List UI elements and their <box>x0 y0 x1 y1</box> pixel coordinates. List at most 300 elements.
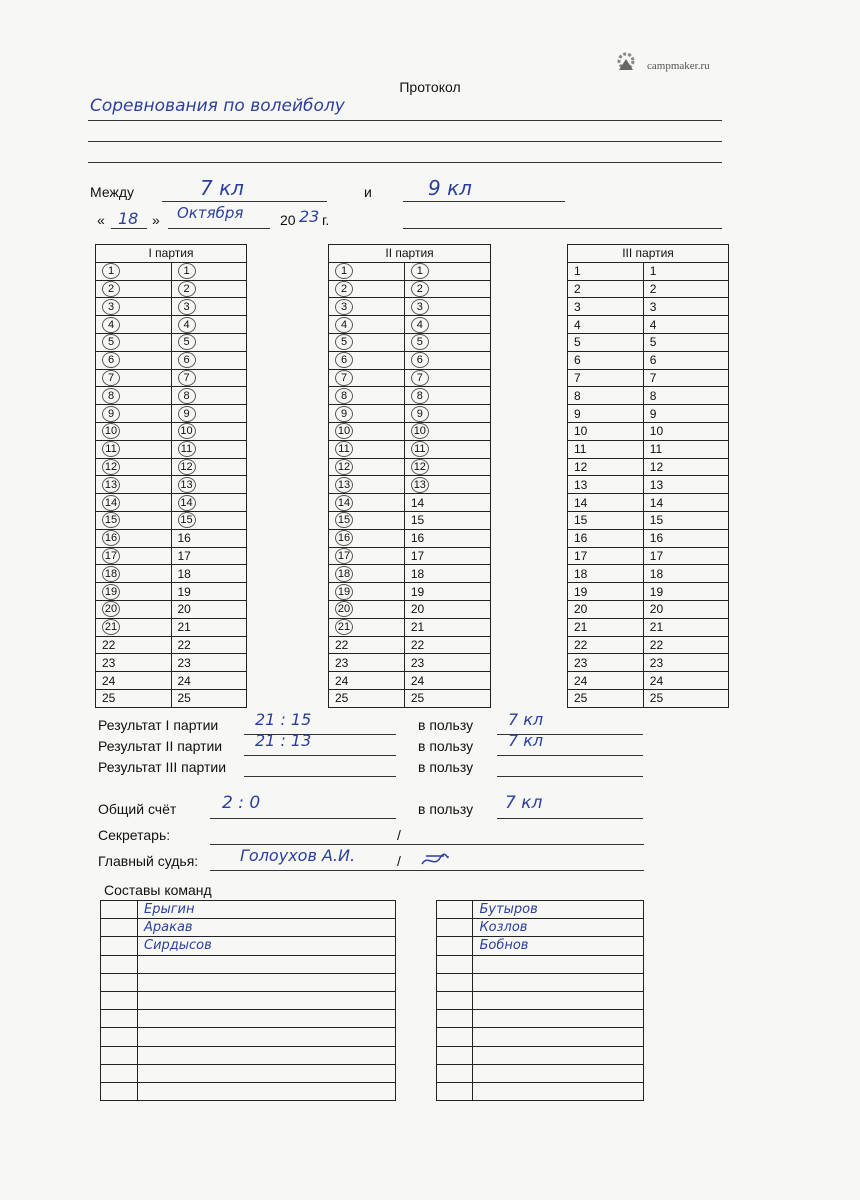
team-a-point[interactable] <box>96 440 172 458</box>
team-b-point[interactable] <box>404 547 490 565</box>
roster-number-cell[interactable] <box>437 1046 473 1064</box>
score-row <box>329 262 491 280</box>
team-a-point[interactable] <box>568 529 644 547</box>
score-row <box>568 351 729 369</box>
roster-number-cell[interactable] <box>437 1064 473 1082</box>
team-b-point[interactable] <box>171 672 247 690</box>
roster-number-cell[interactable] <box>101 919 138 937</box>
score-row <box>96 458 247 476</box>
team-b-name: 9 кл <box>428 176 472 200</box>
team-a-point[interactable] <box>568 636 644 654</box>
team-b-point[interactable] <box>404 565 490 583</box>
team-b-point[interactable] <box>404 511 490 529</box>
roster-player-name[interactable] <box>473 1082 644 1100</box>
point-value: 17 <box>574 548 588 563</box>
team-b-point[interactable] <box>171 636 247 654</box>
team-b-point[interactable] <box>171 351 247 369</box>
team-a-point[interactable] <box>568 262 644 280</box>
team-b-point[interactable] <box>171 565 247 583</box>
point-value: 19 <box>410 584 425 599</box>
team-a-point[interactable] <box>96 387 172 405</box>
score-row <box>96 600 247 618</box>
team-b-point[interactable] <box>171 529 247 547</box>
point-value: 8 <box>574 388 581 403</box>
team-b-point[interactable] <box>643 636 728 654</box>
roster-number-cell[interactable] <box>437 919 473 937</box>
team-b-point[interactable] <box>643 280 728 298</box>
point-value: 19 <box>574 584 588 599</box>
team-a-point[interactable] <box>329 369 405 387</box>
team-a-point[interactable] <box>568 600 644 618</box>
team-a-point[interactable] <box>329 565 405 583</box>
team-a-point[interactable] <box>329 654 405 672</box>
team-b-point[interactable] <box>404 280 490 298</box>
competition-line-3 <box>88 162 722 163</box>
score-row <box>568 405 729 423</box>
team-b-point[interactable] <box>404 458 490 476</box>
team-b-point[interactable] <box>171 654 247 672</box>
team-a-point[interactable] <box>96 600 172 618</box>
team-b-point[interactable] <box>171 618 247 636</box>
roster-row <box>101 1010 396 1028</box>
team-b-point[interactable] <box>404 618 490 636</box>
result-score: 21 : 15 <box>255 710 312 729</box>
team-a-point[interactable] <box>96 298 172 316</box>
roster-player-name[interactable] <box>473 1028 644 1046</box>
team-b-point[interactable] <box>643 298 728 316</box>
team-b-point[interactable] <box>643 316 728 334</box>
chief-judge-line <box>210 870 644 871</box>
team-a-point[interactable] <box>568 351 644 369</box>
point-value: 9 <box>649 406 657 421</box>
score-row <box>568 529 729 547</box>
score-row <box>329 511 491 529</box>
point-value: 23 <box>574 655 588 670</box>
point-value: 5 <box>649 335 657 350</box>
roster-player-name[interactable] <box>473 1064 644 1082</box>
team-a-point[interactable] <box>568 422 644 440</box>
point-value: 19 <box>335 584 353 600</box>
team-b-point[interactable] <box>643 262 728 280</box>
point-value: 9 <box>335 406 353 422</box>
team-a-point[interactable] <box>96 618 172 636</box>
result-winner: 7 кл <box>508 731 544 750</box>
point-value: 9 <box>574 406 581 421</box>
point-value: 14 <box>335 495 353 511</box>
point-value: 11 <box>178 441 196 457</box>
team-b-point[interactable] <box>404 600 490 618</box>
team-b-point[interactable] <box>643 654 728 672</box>
point-value: 25 <box>335 691 349 706</box>
team-a-point[interactable] <box>568 494 644 512</box>
roster-row <box>101 1082 396 1100</box>
roster-player-name[interactable] <box>138 955 396 973</box>
team-a-point[interactable] <box>96 689 172 707</box>
team-a-point[interactable] <box>96 494 172 512</box>
point-value: 18 <box>574 566 588 581</box>
point-value: 4 <box>335 317 353 333</box>
team-b-point[interactable] <box>171 316 247 334</box>
team-a-point[interactable] <box>96 511 172 529</box>
team-a-point[interactable] <box>568 672 644 690</box>
team-a-point[interactable] <box>329 618 405 636</box>
team-b-point[interactable] <box>404 422 490 440</box>
team-b-point[interactable] <box>404 583 490 601</box>
team-a-point[interactable] <box>96 280 172 298</box>
score-row <box>329 565 491 583</box>
score-row <box>329 405 491 423</box>
team-b-point[interactable] <box>404 333 490 351</box>
team-a-point[interactable] <box>96 422 172 440</box>
date-close-quote: » <box>152 212 160 228</box>
team-b-point[interactable] <box>404 654 490 672</box>
roster-number-cell[interactable] <box>437 991 473 1009</box>
roster-player-name[interactable] <box>473 991 644 1009</box>
team-b-point[interactable] <box>643 422 728 440</box>
roster-number-cell[interactable] <box>101 1082 138 1100</box>
team-a-point[interactable] <box>329 351 405 369</box>
roster-number-cell[interactable] <box>437 937 473 955</box>
team-a-point[interactable] <box>329 547 405 565</box>
roster-number-cell[interactable] <box>101 1028 138 1046</box>
roster-row <box>101 991 396 1009</box>
roster-player-name[interactable]: Бутыров <box>473 901 644 919</box>
team-a-point[interactable] <box>568 565 644 583</box>
roster-player-name[interactable]: Сирдысов <box>138 937 396 955</box>
team-b-point[interactable] <box>643 583 728 601</box>
score-row <box>96 298 247 316</box>
roster-number-cell[interactable] <box>437 1010 473 1028</box>
team-b-point[interactable] <box>643 387 728 405</box>
point-value: 21 <box>410 620 425 635</box>
team-b-point[interactable] <box>404 529 490 547</box>
team-b-point[interactable] <box>171 547 247 565</box>
team-a-point[interactable] <box>329 458 405 476</box>
team-a-point[interactable] <box>96 369 172 387</box>
point-value: 12 <box>649 459 664 474</box>
team-b-point[interactable] <box>171 280 247 298</box>
team-b-point[interactable] <box>404 636 490 654</box>
point-value: 22 <box>574 637 588 652</box>
team-a-point[interactable] <box>568 405 644 423</box>
point-value: 5 <box>411 334 429 350</box>
point-value: 14 <box>410 495 425 510</box>
roster-number-cell[interactable] <box>437 955 473 973</box>
team-a-point[interactable] <box>329 405 405 423</box>
team-a-point[interactable] <box>96 636 172 654</box>
roster-row <box>101 1064 396 1082</box>
team-a-point[interactable] <box>96 672 172 690</box>
roster-number-cell[interactable] <box>101 991 138 1009</box>
competition-line-2 <box>88 141 722 142</box>
team-a-point[interactable] <box>329 333 405 351</box>
team-a-point[interactable] <box>568 547 644 565</box>
team-a-point[interactable] <box>96 476 172 494</box>
roster-player-name[interactable] <box>138 991 396 1009</box>
team-b-point[interactable] <box>643 458 728 476</box>
roster-player-name[interactable]: Аракав <box>138 919 396 937</box>
roster-row <box>437 955 644 973</box>
team-b-point[interactable] <box>404 440 490 458</box>
roster-number-cell[interactable] <box>101 1046 138 1064</box>
score-row <box>568 369 729 387</box>
team-a-point[interactable] <box>568 333 644 351</box>
point-value: 3 <box>411 299 429 315</box>
point-value: 3 <box>178 299 196 315</box>
team-b-point[interactable] <box>643 494 728 512</box>
score-row <box>329 672 491 690</box>
team-b-point[interactable] <box>404 494 490 512</box>
score-row <box>96 529 247 547</box>
roster-player-name[interactable] <box>473 1010 644 1028</box>
team-a-point[interactable] <box>329 422 405 440</box>
roster-row <box>437 901 644 919</box>
set-3-header: III партия <box>568 245 729 263</box>
team-a-point[interactable] <box>96 458 172 476</box>
score-row <box>329 689 491 707</box>
score-row <box>329 440 491 458</box>
team-b-point[interactable] <box>404 298 490 316</box>
team-a-point[interactable] <box>568 369 644 387</box>
score-row <box>329 298 491 316</box>
point-value: 11 <box>102 441 120 457</box>
point-value: 2 <box>335 281 353 297</box>
team-b-point[interactable] <box>643 565 728 583</box>
roster-a-table <box>100 900 396 1101</box>
team-b-point[interactable] <box>643 618 728 636</box>
team-b-point[interactable] <box>643 547 728 565</box>
result-score-line <box>244 755 396 756</box>
team-b-point[interactable] <box>643 600 728 618</box>
score-row <box>96 565 247 583</box>
roster-row <box>101 1028 396 1046</box>
point-value: 8 <box>411 388 429 404</box>
roster-player-name[interactable]: Ерыгин <box>138 901 396 919</box>
team-b-point[interactable] <box>404 262 490 280</box>
team-b-point[interactable] <box>643 369 728 387</box>
point-value: 22 <box>335 637 349 652</box>
team-a-point[interactable] <box>568 689 644 707</box>
score-row <box>96 333 247 351</box>
roster-number-cell[interactable] <box>437 1028 473 1046</box>
competition-line-1 <box>88 120 722 121</box>
team-b-point[interactable] <box>404 369 490 387</box>
team-a-point[interactable] <box>568 280 644 298</box>
roster-number-cell[interactable] <box>101 901 138 919</box>
roster-row <box>101 937 396 955</box>
point-value: 22 <box>102 637 116 652</box>
score-row <box>96 672 247 690</box>
team-b-point[interactable] <box>404 351 490 369</box>
point-value: 24 <box>102 673 116 688</box>
team-a-point[interactable] <box>568 654 644 672</box>
team-b-point[interactable] <box>643 440 728 458</box>
point-value: 22 <box>410 637 425 652</box>
team-a-point[interactable] <box>568 316 644 334</box>
team-b-point[interactable] <box>643 672 728 690</box>
team-b-point[interactable] <box>643 476 728 494</box>
score-row <box>329 618 491 636</box>
team-b-point[interactable] <box>171 511 247 529</box>
team-b-point[interactable] <box>171 387 247 405</box>
team-b-point[interactable] <box>171 333 247 351</box>
team-b-point[interactable] <box>404 672 490 690</box>
set-1-table <box>95 244 247 708</box>
team-a-point[interactable] <box>329 316 405 334</box>
team-b-point[interactable] <box>643 689 728 707</box>
team-b-point[interactable] <box>643 405 728 423</box>
team-a-point[interactable] <box>329 672 405 690</box>
score-row <box>96 351 247 369</box>
point-value: 16 <box>410 531 425 546</box>
point-value: 20 <box>649 602 664 617</box>
point-value: 4 <box>649 317 657 332</box>
roster-number-cell[interactable] <box>101 1010 138 1028</box>
roster-number-cell[interactable] <box>101 937 138 955</box>
team-b-point[interactable] <box>643 351 728 369</box>
team-a-point[interactable] <box>329 280 405 298</box>
team-b-point[interactable] <box>171 458 247 476</box>
point-value: 24 <box>649 673 664 688</box>
score-row <box>568 689 729 707</box>
team-b-point[interactable] <box>404 476 490 494</box>
team-a-point[interactable] <box>568 583 644 601</box>
point-value: 25 <box>177 691 191 706</box>
team-b-point[interactable] <box>643 511 728 529</box>
roster-player-name[interactable] <box>138 1046 396 1064</box>
point-value: 2 <box>178 281 196 297</box>
team-a-point[interactable] <box>96 316 172 334</box>
team-a-point[interactable] <box>329 689 405 707</box>
team-b-point[interactable] <box>171 298 247 316</box>
team-a-point[interactable] <box>329 511 405 529</box>
team-a-point[interactable] <box>96 529 172 547</box>
roster-player-name[interactable] <box>473 1046 644 1064</box>
team-b-point[interactable] <box>171 369 247 387</box>
score-row <box>568 618 729 636</box>
team-a-point[interactable] <box>329 298 405 316</box>
team-a-point[interactable] <box>96 405 172 423</box>
team-b-point[interactable] <box>404 387 490 405</box>
roster-row <box>437 991 644 1009</box>
team-a-point[interactable] <box>568 511 644 529</box>
point-value: 20 <box>177 602 191 617</box>
point-value: 10 <box>574 424 588 439</box>
chief-judge-label: Главный судья: <box>98 853 199 869</box>
roster-number-cell[interactable] <box>101 1064 138 1082</box>
score-row <box>329 387 491 405</box>
score-row <box>329 316 491 334</box>
roster-number-cell[interactable] <box>437 973 473 991</box>
point-value: 12 <box>178 459 196 475</box>
roster-player-name[interactable] <box>473 973 644 991</box>
team-a-point[interactable] <box>568 440 644 458</box>
roster-number-cell[interactable] <box>101 955 138 973</box>
roster-number-cell[interactable] <box>437 1082 473 1100</box>
and-label: и <box>364 184 372 200</box>
roster-player-name[interactable] <box>138 1028 396 1046</box>
roster-number-cell[interactable] <box>437 901 473 919</box>
roster-player-name[interactable] <box>138 973 396 991</box>
team-a-point[interactable] <box>96 547 172 565</box>
score-row <box>329 654 491 672</box>
team-b-point[interactable] <box>171 405 247 423</box>
point-value: 17 <box>177 548 191 563</box>
team-a-point[interactable] <box>329 440 405 458</box>
point-value: 14 <box>574 495 588 510</box>
team-a-point[interactable] <box>568 387 644 405</box>
score-row <box>329 494 491 512</box>
point-value: 2 <box>102 281 120 297</box>
roster-player-name[interactable] <box>138 1010 396 1028</box>
team-b-point[interactable] <box>171 476 247 494</box>
team-a-point[interactable] <box>96 262 172 280</box>
team-b-point[interactable] <box>171 440 247 458</box>
team-b-point[interactable] <box>404 316 490 334</box>
team-a-point[interactable] <box>329 600 405 618</box>
result-score-line <box>244 776 396 777</box>
score-row <box>568 440 729 458</box>
team-a-point[interactable] <box>96 583 172 601</box>
team-a-point[interactable] <box>568 298 644 316</box>
team-a-point[interactable] <box>96 351 172 369</box>
team-b-point[interactable] <box>171 583 247 601</box>
date-day-line <box>111 228 147 229</box>
team-b-point[interactable] <box>404 689 490 707</box>
team-a-point[interactable] <box>329 494 405 512</box>
team-a-point[interactable] <box>329 636 405 654</box>
roster-player-name[interactable] <box>138 1082 396 1100</box>
team-b-point[interactable] <box>643 333 728 351</box>
team-b-point[interactable] <box>171 600 247 618</box>
roster-player-name[interactable]: Бобнов <box>473 937 644 955</box>
team-a-point[interactable] <box>329 262 405 280</box>
point-value: 6 <box>574 353 581 368</box>
team-a-point[interactable] <box>329 387 405 405</box>
team-b-point[interactable] <box>643 529 728 547</box>
team-b-point[interactable] <box>404 405 490 423</box>
score-row <box>96 476 247 494</box>
point-value: 19 <box>649 584 664 599</box>
team-a-point[interactable] <box>329 476 405 494</box>
roster-player-name[interactable] <box>473 955 644 973</box>
roster-row <box>437 1064 644 1082</box>
score-row <box>568 565 729 583</box>
team-b-point[interactable] <box>171 689 247 707</box>
competition-name: Соревнования по волейболу <box>90 96 345 116</box>
team-a-point[interactable] <box>568 476 644 494</box>
team-b-point[interactable] <box>171 262 247 280</box>
team-a-point[interactable] <box>329 583 405 601</box>
team-a-point[interactable] <box>96 565 172 583</box>
set-2-table <box>328 244 491 708</box>
team-b-point[interactable] <box>171 494 247 512</box>
roster-player-name[interactable] <box>138 1064 396 1082</box>
score-row <box>96 511 247 529</box>
score-row <box>329 529 491 547</box>
team-a-point[interactable] <box>568 618 644 636</box>
point-value: 16 <box>102 530 120 546</box>
team-a-point[interactable] <box>96 654 172 672</box>
point-value: 1 <box>649 264 657 279</box>
team-a-point[interactable] <box>329 529 405 547</box>
roster-number-cell[interactable] <box>101 973 138 991</box>
point-value: 1 <box>178 263 196 279</box>
team-a-point[interactable] <box>568 458 644 476</box>
roster-player-name[interactable]: Козлов <box>473 919 644 937</box>
team-b-point[interactable] <box>171 422 247 440</box>
team-a-point[interactable] <box>96 333 172 351</box>
